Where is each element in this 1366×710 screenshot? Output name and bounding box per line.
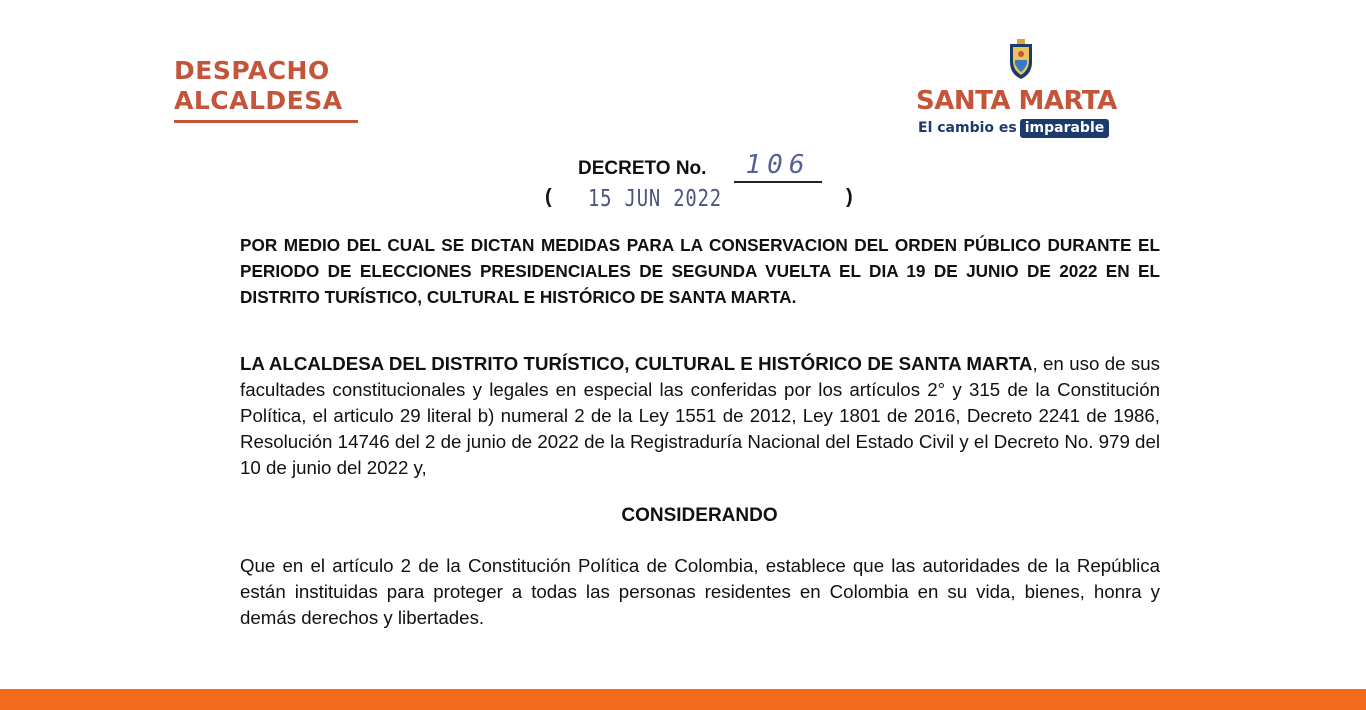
coat-of-arms-icon — [1006, 38, 1036, 80]
slogan-highlight: imparable — [1020, 119, 1110, 138]
footer-bar — [0, 689, 1366, 710]
considering-heading: CONSIDERANDO — [621, 505, 778, 526]
brand-name: SANTA MARTA — [916, 86, 1117, 116]
decree-number: 106 — [734, 150, 822, 183]
intro-authority: LA ALCALDESA DEL DISTRITO TURÍSTICO, CULTURAL E HISTÓRICO DE SANTA MARTA — [240, 353, 1033, 374]
slogan — [918, 120, 1109, 136]
intro-text: , en uso de sus facultades constitucionales y legales en especial las conferidas por los artículos 2° y 315 de la Constitución Política, el articulo 29 literal b) numeral 2 de la Ley 1551 de 2012, Ley 1801 de 2016, Decreto 2241 de 1986, Resolución 14746 del 2 de junio de 2022 de la Registraduría Nacional del Estado Civil y el Decreto No. 979 del 10 de junio del 2022 y, — [240, 353, 1160, 478]
date-close-paren: ) — [846, 186, 853, 208]
decree-label: DECRETO No. — [578, 158, 707, 179]
date-open-paren: ( — [545, 186, 552, 208]
body-paragraph-1: Que en el artículo 2 de la Constitución Política de Colombia, establece que las autoridades de la República están instituidas para proteger a todas las personas residentes en Colombia en su vida, bienes, honra y demás derechos y libertades. — [240, 555, 1160, 628]
office-line-1: DESPACHO — [174, 56, 330, 85]
slogan-prefix: El cambio es — [918, 120, 1017, 136]
decree-subject: POR MEDIO DEL CUAL SE DICTAN MEDIDAS PARA LA CONSERVACION DEL ORDEN PÚBLICO DURANTE EL PERIODO DE ELECCIONES PRESIDENCIALES DE SEGUNDA VUELTA EL DIA 19 DE JUNIO DE 2022 EN EL DISTRITO TURÍSTICO, CULTURAL E HISTÓRICO DE SANTA MARTA. — [240, 235, 1160, 307]
office-underline — [174, 120, 358, 123]
office-header — [174, 56, 358, 123]
decree-date-stamp: 15 JUN 2022 — [588, 186, 722, 212]
office-line-2: ALCALDESA — [174, 86, 343, 115]
intro-paragraph — [240, 351, 1160, 481]
